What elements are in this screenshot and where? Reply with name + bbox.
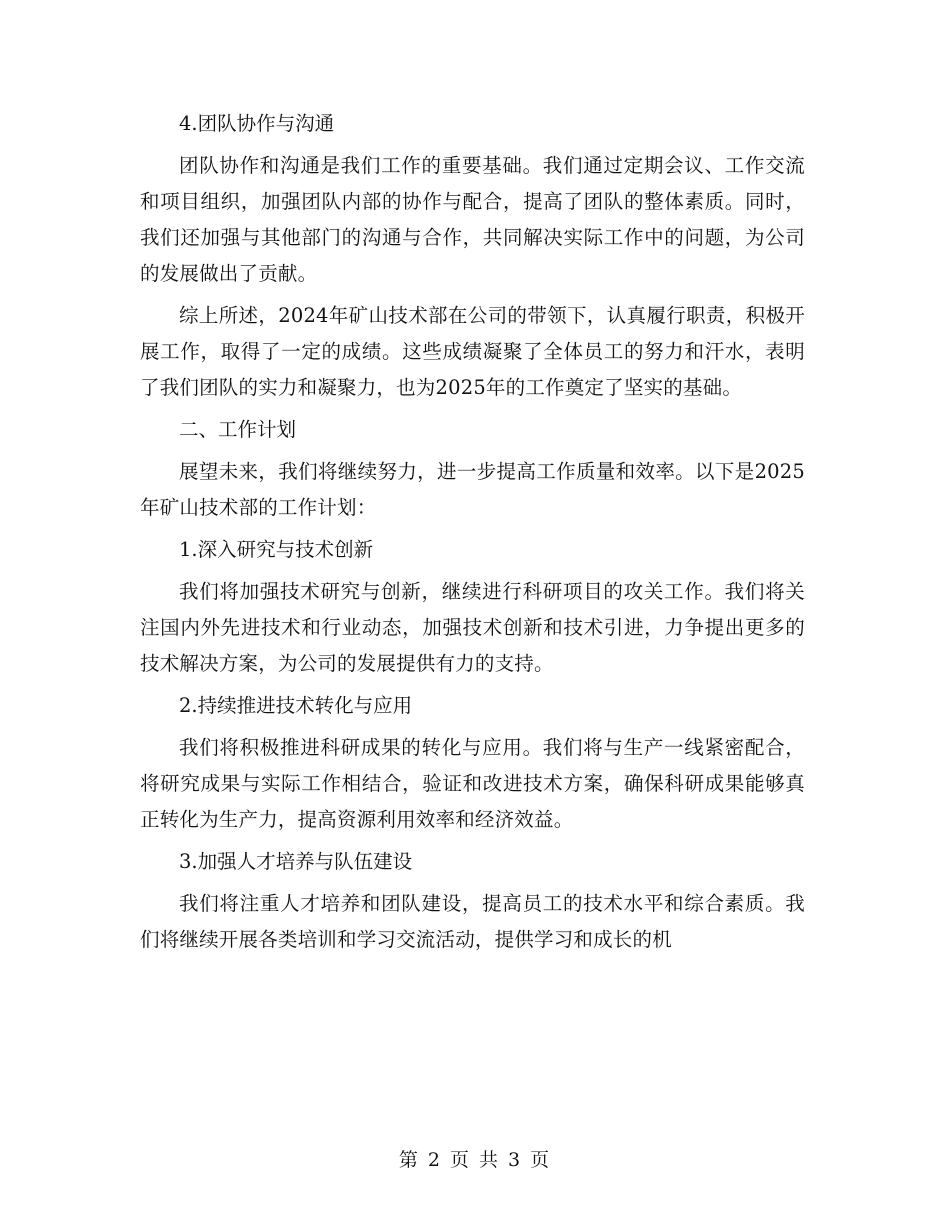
paragraph-research: 我们将加强技术研究与创新，继续进行科研项目的攻关工作。我们将关注国内外先进技术和行业动态，加强技术创新和技术引进，力争提出更多的技术解决方案，为公司的发展提供有力的支持。 <box>140 580 805 675</box>
paragraph-transfer: 我们将积极推进科研成果的转化与应用。我们将与生产一线紧密配合，将研究成果与实际工作相结合，验证和改进技术方案，确保科研成果能够真正转化为生产力，提高资源利用效率和经济效益。 <box>140 736 805 831</box>
section-heading-transfer: 2.持续推进技术转化与应用 <box>179 694 413 717</box>
section-heading-teamwork: 4.团队协作与沟通 <box>179 112 335 135</box>
paragraph-talent: 我们将注重人才培养和团队建设，提高员工的技术水平和综合素质。我们将继续开展各类培训和学习交流活动，提供学习和成长的机 <box>140 892 805 951</box>
section-heading-talent: 3.加强人才培养与队伍建设 <box>179 850 413 873</box>
paragraph-summary: 综上所述，2024年矿山技术部在公司的带领下，认真履行职责，积极开展工作，取得了一定的成绩。这些成绩凝聚了全体员工的努力和汗水，表明了我们团队的实力和凝聚力，也为2025年的工作奠定了坚实的基础。 <box>140 304 805 399</box>
section-heading-work-plan: 二、工作计划 <box>179 418 297 441</box>
page-number-footer: 第 2 页 共 3 页 <box>398 1149 552 1171</box>
paragraph-outlook: 展望未来，我们将继续努力，进一步提高工作质量和效率。以下是2025年矿山技术部的工作计划： <box>140 460 805 519</box>
section-heading-research: 1.深入研究与技术创新 <box>179 538 374 561</box>
document-body <box>140 106 805 958</box>
paragraph-teamwork: 团队协作和沟通是我们工作的重要基础。我们通过定期会议、工作交流和项目组织，加强团队内部的协作与配合，提高了团队的整体素质。同时，我们还加强与其他部门的沟通与合作，共同解决实际工作中的问题，为公司的发展做出了贡献。 <box>140 154 805 285</box>
